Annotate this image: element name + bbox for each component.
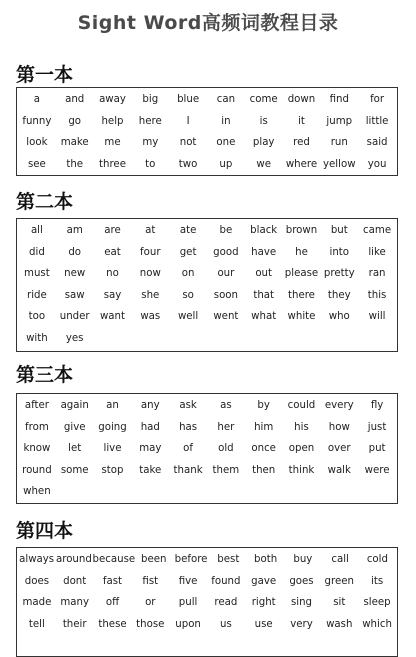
word-cell: I <box>186 115 190 127</box>
word-row <box>18 285 396 307</box>
word-cell: we <box>256 158 271 170</box>
word-cell: under <box>59 311 90 323</box>
word-row <box>18 592 396 614</box>
word-cell: all <box>30 225 43 237</box>
word-cell: black <box>250 225 278 237</box>
word-cell: well <box>177 311 199 323</box>
word-cell: out <box>255 268 273 280</box>
word-cell: take <box>139 464 162 476</box>
word-cell: yes <box>65 332 84 344</box>
word-cell: so <box>182 289 194 301</box>
word-cell: green <box>324 575 354 587</box>
word-cell: at <box>145 225 156 237</box>
word-cell: found <box>211 575 241 587</box>
word-cell: because <box>92 554 136 566</box>
word-cell: ride <box>27 289 47 301</box>
word-cell: five <box>178 575 198 587</box>
word-cell: yellow <box>323 158 356 170</box>
word-cell: use <box>254 618 273 630</box>
word-cell: around <box>55 554 92 566</box>
word-cell: fly <box>370 400 384 412</box>
word-cell: want <box>99 311 125 323</box>
word-cell: let <box>68 443 82 455</box>
word-cell: once <box>251 443 276 455</box>
word-cell: new <box>64 268 86 280</box>
word-cell: no <box>106 268 119 280</box>
word-cell: it <box>298 115 305 127</box>
word-cell: before <box>174 554 208 566</box>
word-cell: get <box>179 246 197 258</box>
word-cell: funny <box>22 115 52 127</box>
word-cell: help <box>101 115 124 127</box>
word-row <box>18 220 396 242</box>
word-cell: you <box>367 158 387 170</box>
word-cell: us <box>220 618 232 630</box>
word-cell: read <box>214 597 238 609</box>
word-cell: then <box>252 464 276 476</box>
word-cell: give <box>63 421 86 433</box>
word-cell: two <box>178 158 198 170</box>
word-cell: one <box>216 137 236 149</box>
word-cell: too <box>28 311 46 323</box>
word-cell: going <box>98 421 127 433</box>
word-cell: some <box>60 464 89 476</box>
word-cell: her <box>217 421 235 433</box>
word-cell: away <box>99 94 126 106</box>
word-row <box>18 571 396 593</box>
word-row <box>18 395 396 417</box>
word-cell: here <box>138 115 162 127</box>
word-cell: he <box>295 246 308 258</box>
word-cell: go <box>68 115 82 127</box>
word-cell: like <box>368 246 386 258</box>
word-cell: who <box>328 311 350 323</box>
word-cell: ate <box>179 225 197 237</box>
book-2-heading: 第二本 <box>16 191 74 213</box>
word-cell: she <box>141 289 160 301</box>
word-cell: soon <box>213 289 238 301</box>
word-cell: gave <box>251 575 277 587</box>
word-cell: our <box>217 268 235 280</box>
word-cell: tell <box>28 618 45 630</box>
word-row <box>18 614 396 636</box>
word-cell: play <box>252 137 275 149</box>
word-cell: up <box>219 158 233 170</box>
word-cell: will <box>368 311 386 323</box>
word-cell: his <box>294 421 309 433</box>
word-cell: by <box>257 400 270 412</box>
word-cell: thank <box>173 464 203 476</box>
word-cell: on <box>181 268 195 280</box>
word-cell: fast <box>102 575 123 587</box>
word-row <box>18 481 396 503</box>
word-cell: look <box>26 137 48 149</box>
page-title: Sight Word高频词教程目录 <box>77 12 339 34</box>
word-cell: stop <box>101 464 124 476</box>
word-cell: sit <box>333 597 346 609</box>
word-row <box>18 242 396 264</box>
word-cell: buy <box>293 554 313 566</box>
word-cell: sleep <box>363 597 391 609</box>
word-cell: but <box>330 225 348 237</box>
word-cell: how <box>328 421 350 433</box>
word-row <box>18 154 396 176</box>
word-cell: now <box>139 268 161 280</box>
word-cell: after <box>24 400 49 412</box>
word-row <box>18 328 396 350</box>
word-cell: jump <box>326 115 353 127</box>
word-cell: there <box>288 289 315 301</box>
book-4-word-table <box>16 547 398 657</box>
word-cell: they <box>327 289 351 301</box>
word-cell: big <box>142 94 159 106</box>
word-cell: pull <box>178 597 198 609</box>
word-row <box>18 132 396 154</box>
word-cell: were <box>364 464 390 476</box>
word-cell: is <box>259 115 268 127</box>
word-cell: any <box>140 400 160 412</box>
word-cell: live <box>103 443 122 455</box>
word-cell: do <box>68 246 82 258</box>
word-cell: upon <box>175 618 201 630</box>
book-1-word-table <box>16 87 398 176</box>
word-cell: both <box>254 554 278 566</box>
word-cell: for <box>370 94 385 106</box>
word-cell: fist <box>142 575 159 587</box>
word-row <box>18 306 396 328</box>
word-cell: the <box>66 158 84 170</box>
word-cell: see <box>27 158 46 170</box>
book-4-heading: 第四本 <box>16 520 74 542</box>
word-row <box>18 438 396 460</box>
word-cell: to <box>145 158 156 170</box>
word-row <box>18 111 396 133</box>
word-cell: with <box>26 332 48 344</box>
word-cell: be <box>219 225 233 237</box>
word-cell: am <box>66 225 83 237</box>
book-1-heading: 第一本 <box>16 64 74 86</box>
word-cell: come <box>249 94 278 106</box>
word-row <box>18 89 396 111</box>
word-cell: my <box>142 137 159 149</box>
word-cell: right <box>251 597 276 609</box>
word-cell: say <box>103 289 122 301</box>
word-cell: a <box>33 94 41 106</box>
word-cell: four <box>140 246 161 258</box>
word-cell: their <box>62 618 87 630</box>
word-cell: ran <box>368 268 386 280</box>
word-cell: again <box>60 400 89 412</box>
book-3-heading: 第三本 <box>16 364 74 386</box>
word-cell: been <box>141 554 167 566</box>
word-cell: or <box>145 597 156 609</box>
word-cell: from <box>25 421 49 433</box>
word-cell: many <box>60 597 90 609</box>
word-cell: please <box>284 268 319 280</box>
word-cell: that <box>253 289 275 301</box>
word-cell: its <box>371 575 384 587</box>
word-cell: may <box>139 443 162 455</box>
word-cell: has <box>179 421 198 433</box>
word-cell: three <box>99 158 126 170</box>
word-cell: this <box>367 289 387 301</box>
word-cell: had <box>140 421 160 433</box>
word-cell: of <box>183 443 193 455</box>
word-cell: brown <box>285 225 318 237</box>
word-cell: pretty <box>323 268 355 280</box>
word-cell: where <box>285 158 318 170</box>
word-cell: make <box>60 137 89 149</box>
word-cell: an <box>106 400 119 412</box>
word-cell: wash <box>326 618 353 630</box>
word-cell: red <box>293 137 310 149</box>
word-cell: can <box>216 94 236 106</box>
word-cell: when <box>23 486 51 498</box>
word-cell: must <box>24 268 50 280</box>
word-cell: over <box>327 443 351 455</box>
word-cell: went <box>213 311 239 323</box>
word-cell: blue <box>177 94 200 106</box>
word-cell: have <box>251 246 277 258</box>
word-cell: know <box>23 443 51 455</box>
word-cell: cold <box>366 554 388 566</box>
word-cell: are <box>104 225 121 237</box>
word-cell: saw <box>64 289 85 301</box>
word-cell: those <box>136 618 165 630</box>
word-cell: me <box>104 137 121 149</box>
word-cell: put <box>368 443 386 455</box>
word-cell: call <box>331 554 349 566</box>
word-cell: which <box>362 618 392 630</box>
word-row <box>18 549 396 571</box>
word-cell: what <box>251 311 277 323</box>
word-cell: made <box>22 597 52 609</box>
book-2-word-table <box>16 218 398 352</box>
word-row <box>18 263 396 285</box>
word-cell: eat <box>104 246 121 258</box>
word-cell: came <box>363 225 392 237</box>
word-cell: down <box>287 94 316 106</box>
word-cell: does <box>24 575 50 587</box>
word-cell: white <box>287 311 316 323</box>
word-cell: said <box>366 137 388 149</box>
word-cell: find <box>329 94 349 106</box>
word-cell: off <box>105 597 120 609</box>
word-cell: every <box>324 400 354 412</box>
word-cell: sing <box>290 597 312 609</box>
word-cell: just <box>367 421 387 433</box>
word-cell: him <box>254 421 274 433</box>
word-row <box>18 460 396 482</box>
word-cell: good <box>213 246 239 258</box>
word-cell: run <box>330 137 348 149</box>
word-cell: round <box>22 464 52 476</box>
word-cell: ask <box>179 400 197 412</box>
word-cell: little <box>365 115 389 127</box>
word-cell: dont <box>63 575 87 587</box>
word-cell: and <box>65 94 85 106</box>
word-cell: as <box>220 400 232 412</box>
word-cell: old <box>218 443 234 455</box>
word-cell: best <box>217 554 240 566</box>
word-cell: these <box>98 618 127 630</box>
book-3-word-table <box>16 393 398 504</box>
word-cell: always <box>19 554 55 566</box>
word-cell: them <box>212 464 240 476</box>
word-cell: goes <box>289 575 314 587</box>
word-row <box>18 417 396 439</box>
word-cell: into <box>329 246 350 258</box>
word-cell: very <box>290 618 313 630</box>
word-cell: in <box>221 115 231 127</box>
word-cell: not <box>179 137 197 149</box>
word-cell: was <box>140 311 161 323</box>
word-cell: did <box>29 246 45 258</box>
word-cell: think <box>288 464 315 476</box>
word-cell: open <box>288 443 315 455</box>
word-cell: walk <box>327 464 351 476</box>
word-cell: could <box>287 400 316 412</box>
